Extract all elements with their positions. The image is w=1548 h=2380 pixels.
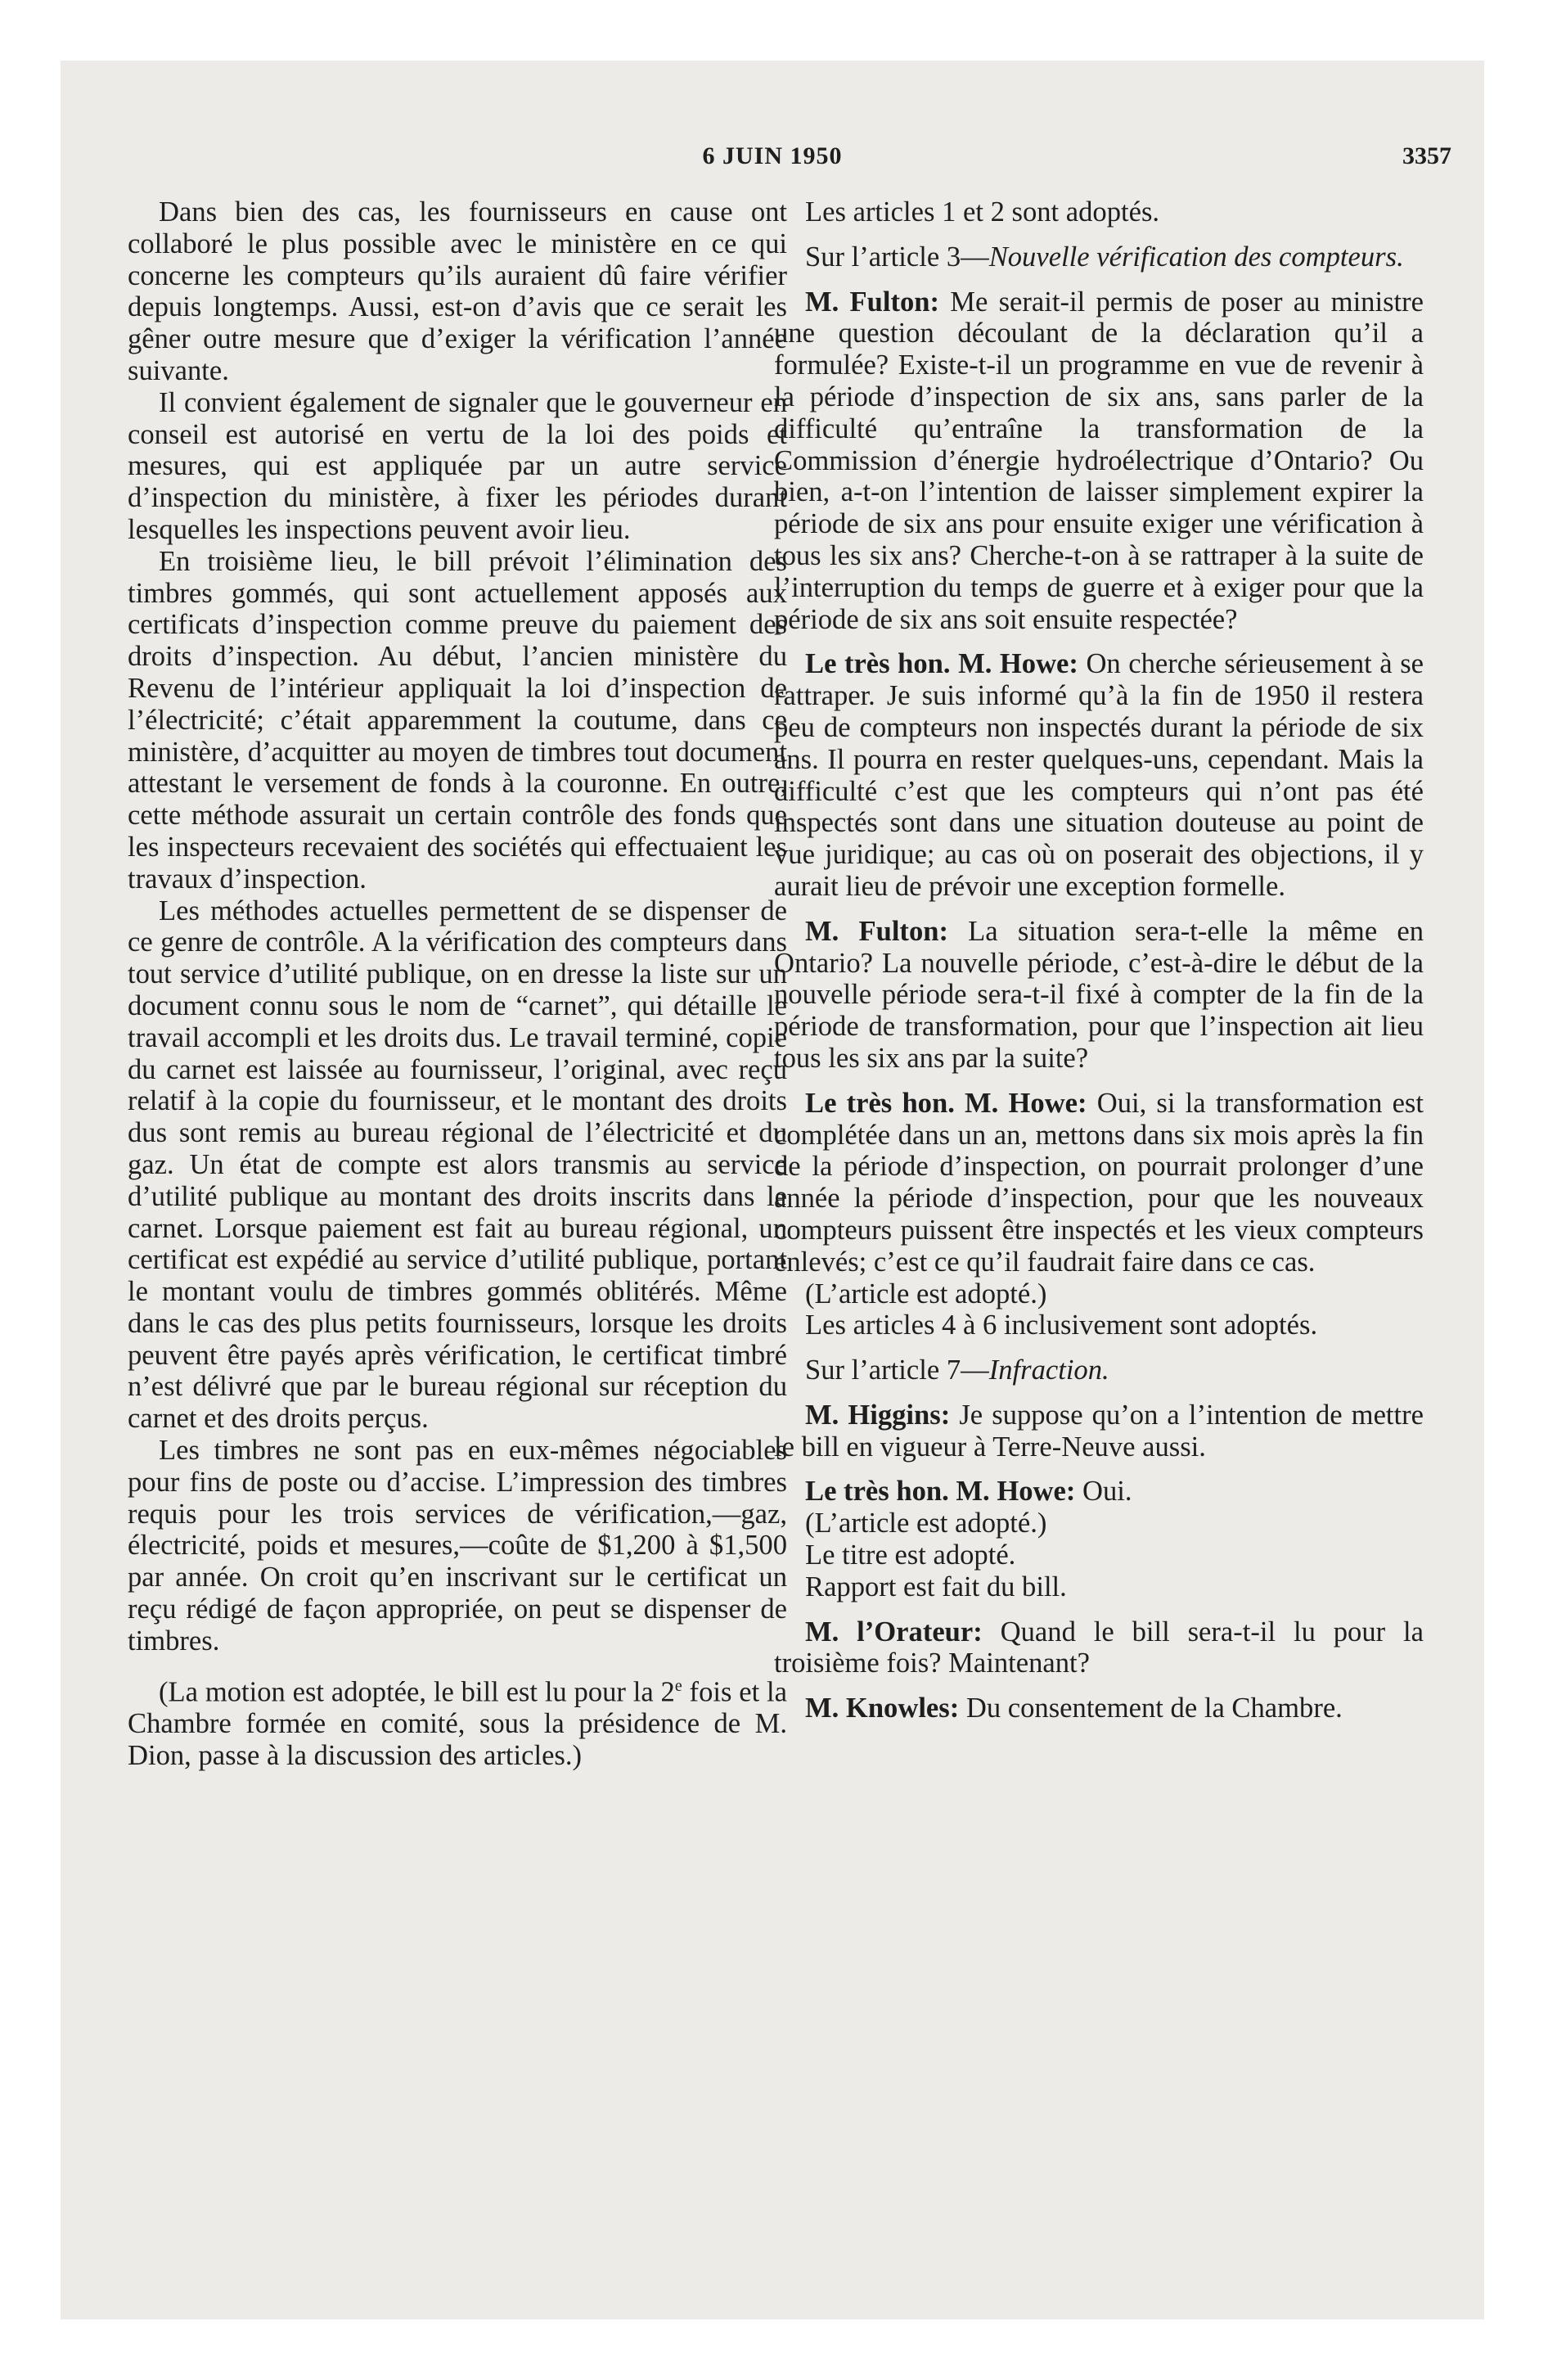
speaker: Le très hon. M. Howe: xyxy=(805,1476,1076,1508)
page-header xyxy=(61,142,1484,192)
left-column xyxy=(128,196,787,1772)
paragraph: Les timbres ne sont pas en eux-mêmes négociables pour fins de poste ou d’accise. L’impression des timbres requis pour les trois services de vérification,—gaz, électricité, poids et mesures,—coûte de $1,200 à $1,500 par année. On croit qu’en inscrivant sur le certificat un reçu rédigé de façon appropriée, on peut se dispenser de timbres. xyxy=(128,1435,787,1657)
speech-text: Oui, si la transformation est complétée dans un an, mettons dans six mois après la fin de la période d’inspection, on pourrait prolonger d’une année la période d’inspection, pour que les nouveaux compteurs puissent être inspectés et les vieux compteurs enlevés; c’est ce qu’il faudrait faire dans ce cas. xyxy=(774,1087,1424,1278)
paragraph: (L’article est adopté.) xyxy=(805,1508,1047,1539)
italic-heading: Nouvelle vérification des compteurs. xyxy=(988,241,1404,273)
text: Sur l’article 3— xyxy=(805,241,989,273)
paragraph: Les articles 4 à 6 inclusivement sont adoptés. xyxy=(805,1309,1318,1341)
speech xyxy=(774,648,1424,902)
speaker: Le très hon. M. Howe: xyxy=(805,1087,1087,1119)
speech xyxy=(774,1616,1424,1680)
page-number: 3357 xyxy=(1402,142,1451,169)
paragraph: Rapport est fait du bill. xyxy=(805,1571,1067,1602)
speech xyxy=(774,1400,1424,1463)
paragraph: (L’article est adopté.) xyxy=(805,1278,1047,1309)
speech xyxy=(774,1693,1424,1724)
speech xyxy=(774,1088,1424,1278)
text: Sur l’article 7— xyxy=(805,1355,989,1386)
paragraph: Les méthodes actuelles permettent de se dispenser de ce genre de contrôle. A la vérification des compteurs dans tout service d’utilité publique, on en dresse la liste sur un document connu sous le nom de “carnet”, qui détaille le travail accompli et les droits dus. Le travail terminé, copie du carnet est laissée au fournisseur, l’original, avec reçu relatif à la copie du fournisseur, et le montant des droits dus sont remis au bureau régional de l’électricité et du gaz. Un état de compte est alors transmis au service d’utilité publique au montant des droits inscrits dans le carnet. Lorsque paiement est fait au bureau régional, un certificat est expédié au service d’utilité publique, portant le montant voulu de timbres gommés oblitérés. Même dans le cas des plus petits fournisseurs, lorsque les droits peuvent être payés après vérification, le certificat timbré n’est délivré que par le bureau régional sur réception du carnet et des droits perçus. xyxy=(128,895,787,1435)
paragraph: Dans bien des cas, les fournisseurs en cause ont collaboré le plus possible avec le ministère en ce qui concerne les compteurs qu’ils auraient dû faire vérifier depuis longtemps. Aussi, est-on d’avis que ce serait les gêner outre mesure que d’exiger la vérification l’année suivante. xyxy=(128,196,787,386)
speech-text: Me serait-il permis de poser au ministre une question découlant de la déclaration qu’il a formulée? Existe-t-il un programme en vue de revenir à la période d’inspection de six ans, sans parler de la difficulté qu’entraîne la transformation de la Commission d’énergie hydroélectrique d’Ontario? Ou bien, a-t-on l’intention de laisser simplement expirer la période de six ans pour ensuite exiger une vérification à tous les six ans? Cherche-t-on à se rattraper à la suite de l’interruption du temps de guerre et à exiger pour que la période de six ans soit ensuite respectée? xyxy=(774,286,1424,635)
speech-text: La situation sera-t-elle la même en Ontario? La nouvelle période, c’est-à-dire le début de la nouvelle période sera-t-il fixé à compter de la fin de la période de transformation, pour que l’inspection ait lieu tous les six ans par la suite? xyxy=(774,915,1424,1074)
paragraph: Les articles 1 et 2 sont adoptés. xyxy=(805,196,1160,228)
speech xyxy=(774,286,1424,636)
paragraph: Il convient également de signaler que le gouverneur en conseil est autorisé en vertu de la loi des poids et mesures, qui est appliquée par un autre service d’inspection du ministère, à fixer les périodes durant lesquelles les inspections peuvent avoir lieu. xyxy=(128,386,787,545)
paragraph: En troisième lieu, le bill prévoit l’élimination des timbres gommés, qui sont actuellement apposés aux certificats d’inspection comme preuve du paiement des droits d’inspection. Au début, l’ancien ministère du Revenu de l’intérieur appliquait la loi d’inspection de l’électricité; c’était apparemment la coutume, dans ce ministère, d’acquitter au moyen de timbres tout document attestant le versement de fonds à la couronne. En outre, cette méthode assurait un certain contrôle des fonds que les inspecteurs recevaient des sociétés qui effectuaient les travaux d’inspection. xyxy=(128,545,787,895)
speech-text: Je suppose qu’on a l’intention de mettre le bill en vigueur à Terre-Neuve aussi. xyxy=(774,1399,1424,1463)
header-date: 6 JUIN 1950 xyxy=(702,142,843,169)
note-text: (La motion est adoptée, le bill est lu pour la 2 xyxy=(159,1676,675,1708)
speaker: M. Fulton: xyxy=(805,286,940,318)
speaker: Le très hon. M. Howe: xyxy=(805,648,1078,680)
paragraph xyxy=(774,1355,1424,1386)
speaker: M. Higgins: xyxy=(805,1399,951,1431)
speaker: M. l’Orateur: xyxy=(805,1616,983,1648)
italic-heading: Infraction. xyxy=(988,1355,1109,1386)
procedural-note xyxy=(128,1670,787,1772)
speech-text: On cherche sérieusement à se rattraper. Je suis informé qu’à la fin de 1950 il restera peu de compteurs non inspectés durant la période de six ans. Il pourra en rester quelques-uns, cependant. Mais la difficulté c’est que les compteurs qui n’ont pas été inspectés sont dans une situation douteuse au point de vue juridique; au cas où on poserait des objections, il y aurait lieu de prévoir une exception formelle. xyxy=(774,648,1424,902)
speech-text: Du consentement de la Chambre. xyxy=(959,1693,1343,1724)
page xyxy=(61,61,1484,2319)
paragraph: Le titre est adopté. xyxy=(805,1539,1016,1571)
paragraph xyxy=(774,241,1424,273)
superscript: e xyxy=(674,1676,682,1695)
right-column xyxy=(774,196,1424,1724)
speaker: M. Fulton: xyxy=(805,915,948,947)
speech xyxy=(774,916,1424,1075)
speaker: M. Knowles: xyxy=(805,1693,960,1724)
speech-text: Quand le bill sera-t-il lu pour la troisième fois? Maintenant? xyxy=(774,1616,1424,1679)
speech xyxy=(774,1476,1424,1508)
note-text: fois et la Chambre formée en comité, sous la présidence de M. Dion, passe à la discussion des articles.) xyxy=(128,1676,787,1771)
speech-text: Oui. xyxy=(1075,1476,1132,1508)
